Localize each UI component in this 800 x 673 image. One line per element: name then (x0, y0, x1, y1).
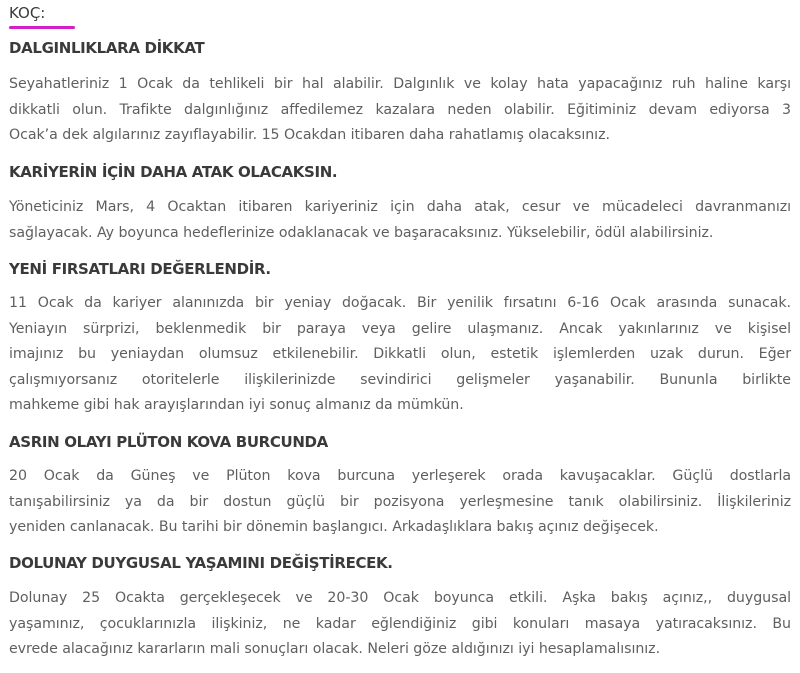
sign-title-underline (9, 26, 75, 29)
section-paragraph-dolunay (9, 586, 791, 663)
paragraph-line: Ocak’a dek algılarınız zayıflayabilir. 15 Ocakdan itibaren daha rahatlamış olacaksınız. (9, 127, 610, 144)
section-heading-dalginlik: DALGINLIKLARA DİKKAT (9, 39, 205, 57)
paragraph-line: 11 Ocak da kariyer alanınızda bir yeniay doğacak. Bir yenilik fırsatını 6-16 Ocak arasında sunacak. (9, 295, 791, 311)
paragraph-line: Dolunay 25 Ocakta gerçekleşecek ve 20-30 Ocak boyunca etkili. Aşka bakış açınız,, duygusal (9, 590, 791, 606)
section-heading-firsatlar: YENİ FIRSATLARI DEĞERLENDİR. (9, 260, 271, 278)
paragraph-line: tanışabilirsiniz ya da bir dostun güçlü bir pozisyona yerleşmesine tanık olabilirsiniz. İlişkileriniz (9, 493, 791, 510)
paragraph-line: çalışmıyorsanız otoritelerle ilişkilerinizde sevindirici gelişmeler yaşanabilir. Bununla birlikte (9, 371, 791, 388)
paragraph-line: yaşamınız, çocuklarınızla ilişkiniz, ne kadar eğlendiğiniz gibi konuları masaya yatıracaksınız. Bu (9, 615, 791, 632)
paragraph-line: evrede alacağınız kararların mali sonuçları olacak. Neleri göze aldığınızı iyi hesaplamalısınız. (9, 641, 661, 658)
section-heading-pluton: ASRIN OLAYI PLÜTON KOVA BURCUNDA (9, 433, 328, 451)
section-paragraph-pluton (9, 464, 791, 541)
paragraph-line: yeniden canlanacak. Bu tarihi bir dönemin başlangıcı. Arkadaşlıklara bakış açınız değişecek. (9, 519, 659, 536)
section-paragraph-kariyer (9, 195, 791, 246)
paragraph-line: Yeniayın sürprizi, beklenmedik bir paraya veya gelire ulaşmanız. Ancak yakınlarınız ve kişisel (9, 320, 791, 337)
paragraph-line: imajınız bu yeniaydan olumsuz etkilenebilir. Dikkatli olun, estetik işlemlerden uzak durun. Eğer (9, 346, 791, 363)
paragraph-line: 20 Ocak da Güneş ve Plüton kova burcuna yerleşerek orada kavuşacaklar. Güçlü dostlarla (9, 468, 791, 484)
paragraph-line: mahkeme gibi hak arayışlarından iyi sonuç almanız da mümkün. (9, 397, 464, 414)
paragraph-line: sağlayacak. Ay boyunca hedeflerinize odaklanacak ve başaracaksınız. Yükselebilir, ödül alabilirsiniz. (9, 224, 714, 241)
section-heading-dolunay: DOLUNAY DUYGUSAL YAŞAMINI DEĞİŞTİRECEK. (9, 554, 393, 572)
paragraph-line: Yöneticiniz Mars, 4 Ocaktan itibaren kariyeriniz için daha atak, cesur ve mücadeleci davranmanızı (9, 199, 791, 215)
section-heading-kariyer: KARİYERİN İÇİN DAHA ATAK OLACAKSIN. (9, 163, 338, 181)
section-paragraph-dalginlik (9, 72, 791, 149)
sign-title: KOÇ: (9, 4, 46, 22)
paragraph-line: dikkatli olun. Trafikte dalgınlığınız affedilemez kazalara neden olabilir. Eğitiminiz devam ediyorsa 3 (9, 101, 791, 118)
section-paragraph-firsatlar (9, 291, 791, 419)
paragraph-line: Seyahatleriniz 1 Ocak da tehlikeli bir hal alabilir. Dalgınlık ve kolay hata yapacağınız ruh haline karşı (9, 76, 791, 92)
